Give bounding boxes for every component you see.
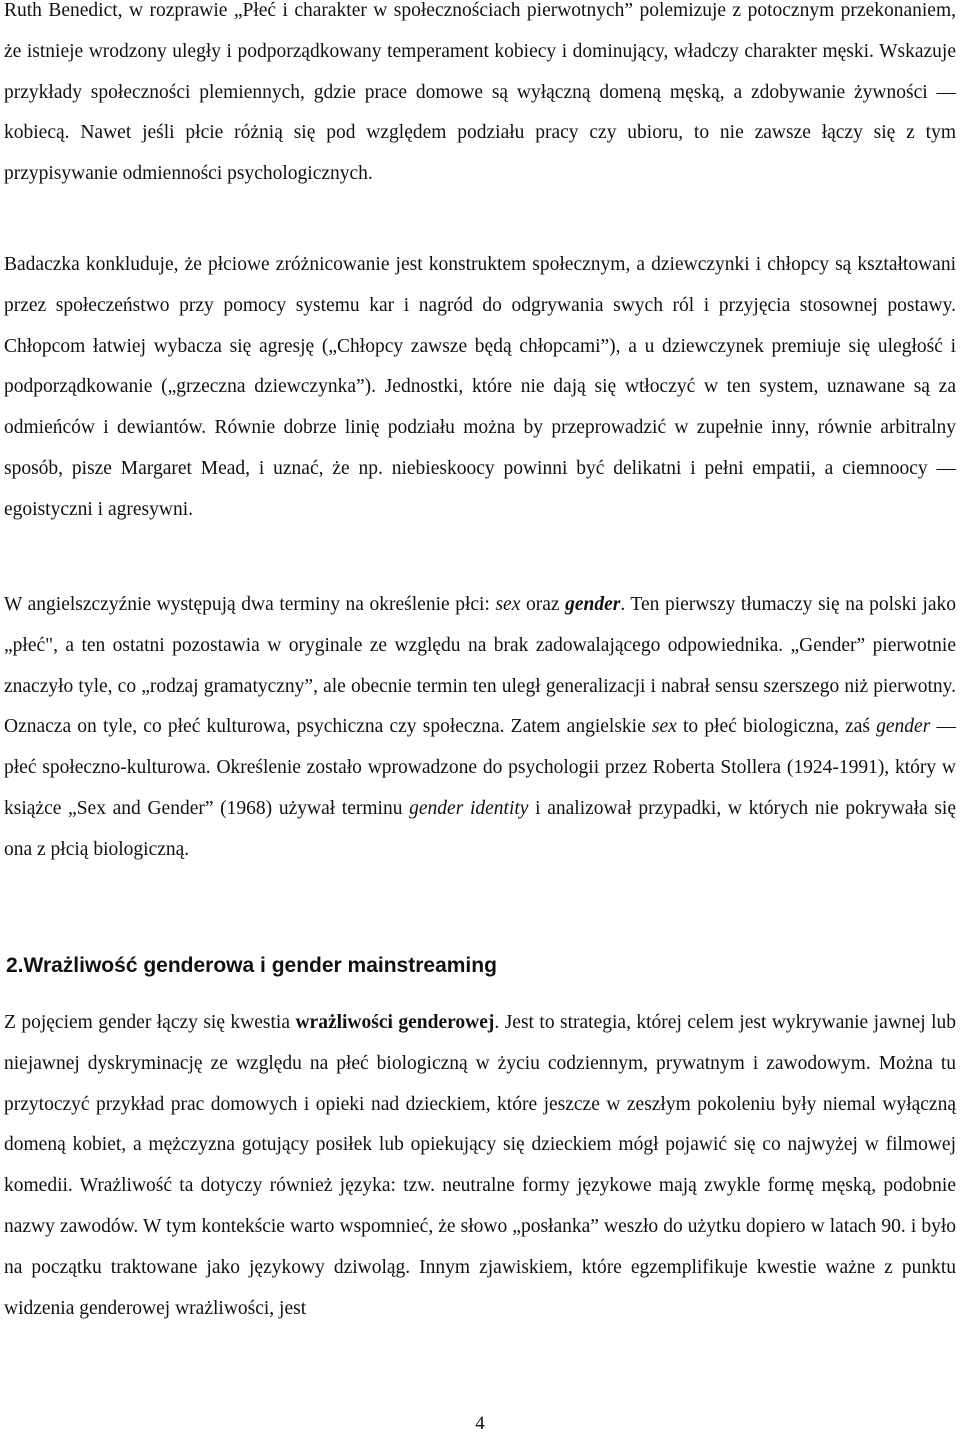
text-run: W angielszczyźnie występują dwa terminy na określenie płci: xyxy=(4,594,496,615)
paragraph-conclusion: Badaczka konkluduje, że płciowe zróżnicowanie jest konstruktem społecznym, a dziewczynki i chłopcy są kształtowani przez społeczeństwo przy pomocy systemu kar i nagród do odgrywania swych ról i przyjęcia stosownej postawy. Chłopcom łatwiej wybacza się agresję („Chłopcy zawsze będą chłopcami”), a u dziewczynek premiuje się uległość i podporządkowanie („grzeczna dziewczynka”). Jednostki, które nie dają się wtłoczyć w ten system, uznawane są za odmieńców i dewiantów. Równie dobrze linię podziału można by przeprowadzić w zupełnie inny, równie arbitralny sposób, pisze Margaret Mead, i uznać, że np. niebieskoocy powinni być delikatni i pełni empatii, a ciemnoocy — egoistyczni i agresywni. xyxy=(4,254,956,520)
term-gender: gender xyxy=(565,594,621,615)
paragraph-sex-gender xyxy=(4,585,956,871)
text-run: — płeć społeczno-kulturowa. Określenie zostało wprowadzone do psychologii przez Roberta Stollera (1924-1991), który w książce „Sex and Gender” (1968) używał terminu xyxy=(4,716,956,819)
section-heading: 2.Wrażliwość genderowa i gender mainstreaming xyxy=(6,954,497,977)
text-run: oraz xyxy=(520,594,566,615)
term-gender-identity: gender identity xyxy=(409,797,529,819)
text-run: . Jest to strategia, której celem jest wykrywanie jawnej lub niejawnej dyskryminację ze względu na płeć biologiczną w życiu codziennym, prywatnym i zawodowym. Można tu przytoczyć przykład prac domowych i opieki nad dzieckiem, które jeszcze w zeszłym pokoleniu były niemal wyłączną domeną kobiet, a mężczyzna gotujący posiłek lub opiekujący się dzieckiem mógł pojawić się co najwyżej w filmowej komedii. Wrażliwość ta dotyczy również języka: tzw. neutralne formy językowe mają zwykle formę męską, podobnie nazwy zawodów. W tym kontekście warto wspomnieć, że słowo „posłanka” weszło do użytku dopiero w latach 90. i było na początku traktowane jako językowy dziwoląg. Innym zjawiskiem, które egzemplifikuje kwestie ważne z punktu widzenia genderowej wrażliwości, jest xyxy=(4,1012,956,1319)
text-run: Z pojęciem gender łączy się kwestia xyxy=(4,1012,296,1033)
paragraph-benedict: Ruth Benedict, w rozprawie „Płeć i charakter w społecznościach pierwotnych” polemizuje z potocznym przekonaniem, że istnieje wrodzony uległy i podporządkowany temperament kobiecy i dominujący, władczy charakter męski. Wskazuje przykłady społeczności plemiennych, gdzie prace domowe są wyłączną domeną męską, a zdobywanie żywności — kobiecą. Nawet jeśli płcie różnią się pod względem podziału pracy czy ubioru, to nie zawsze łączy się z tym przypisywanie odmienności psychologicznych. xyxy=(4,0,956,185)
term-gender: gender xyxy=(876,716,931,738)
page-number: 4 xyxy=(475,1413,485,1434)
term-sex: sex xyxy=(495,594,521,615)
paragraph-gender-sensitivity xyxy=(4,1003,956,1329)
term-sex: sex xyxy=(651,716,677,738)
text-run: . Ten pierwszy tłumaczy się na polski jako „płeć", a ten ostatni pozostawia w oryginale ze względu na brak zadowalającego odpowiednika. „Gender” pierwotnie znaczyło tyle, co „rodzaj gramatyczny”, ale obecnie termin ten uległ generalizacji i nabrał sensu szerszego niż pierwotny. Oznacza on tyle, co płeć kulturowa, psychiczna czy społeczna. Zatem angielskie xyxy=(4,594,956,738)
term-gender-sensitivity: wrażliwości genderowej xyxy=(295,1012,495,1033)
text-run: to płeć biologiczna, zaś xyxy=(676,716,877,738)
text-run: i analizował przypadki, w których nie pokrywała się ona z płcią biologiczną. xyxy=(4,797,956,860)
